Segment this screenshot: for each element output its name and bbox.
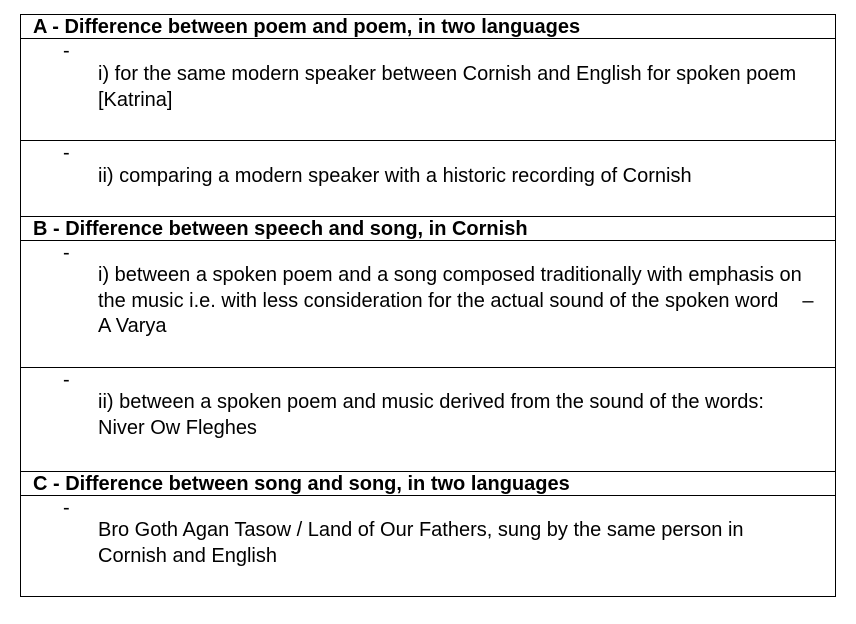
section-c-header-row: [21, 472, 836, 496]
table-row: [21, 39, 836, 141]
list-item: [21, 368, 836, 472]
section-c-header: C - Difference between song and song, in two languages: [21, 472, 836, 496]
section-a-header-row: [21, 15, 836, 39]
item-suffix: – A Varya: [98, 289, 814, 338]
list-item: [21, 241, 836, 368]
bullet-dash: -: [63, 242, 70, 264]
list-item: [21, 496, 836, 597]
item-text: Bro Goth Agan Tasow / Land of Our Fathers, sung by the same person in Cornish and English: [98, 519, 744, 567]
section-b-header-row: [21, 217, 836, 241]
list-item: [21, 141, 836, 217]
list-item: [21, 39, 836, 141]
table-row: [21, 368, 836, 472]
bullet-dash: -: [63, 369, 70, 391]
table-row: [21, 241, 836, 368]
bullet-dash: -: [63, 497, 70, 519]
item-text: ii) between a spoken poem and music derived from the sound of the words: Niver Ow Fleghes: [98, 391, 764, 439]
table-row: [21, 496, 836, 597]
item-text: i) between a spoken poem and a song composed traditionally with emphasis on the music i.e. with less consideration for the actual sound of the spoken word: [98, 264, 802, 312]
bullet-dash: -: [63, 40, 70, 62]
item-text: ii) comparing a modern speaker with a historic recording of Cornish: [98, 165, 692, 187]
section-b-header: B - Difference between speech and song, in Cornish: [21, 217, 836, 241]
item-text: i) for the same modern speaker between Cornish and English for spoken poem [Katrina]: [98, 63, 797, 111]
document-table: [20, 14, 836, 597]
bullet-dash: -: [63, 142, 70, 164]
table-row: [21, 141, 836, 217]
section-a-header: A - Difference between poem and poem, in two languages: [21, 15, 836, 39]
